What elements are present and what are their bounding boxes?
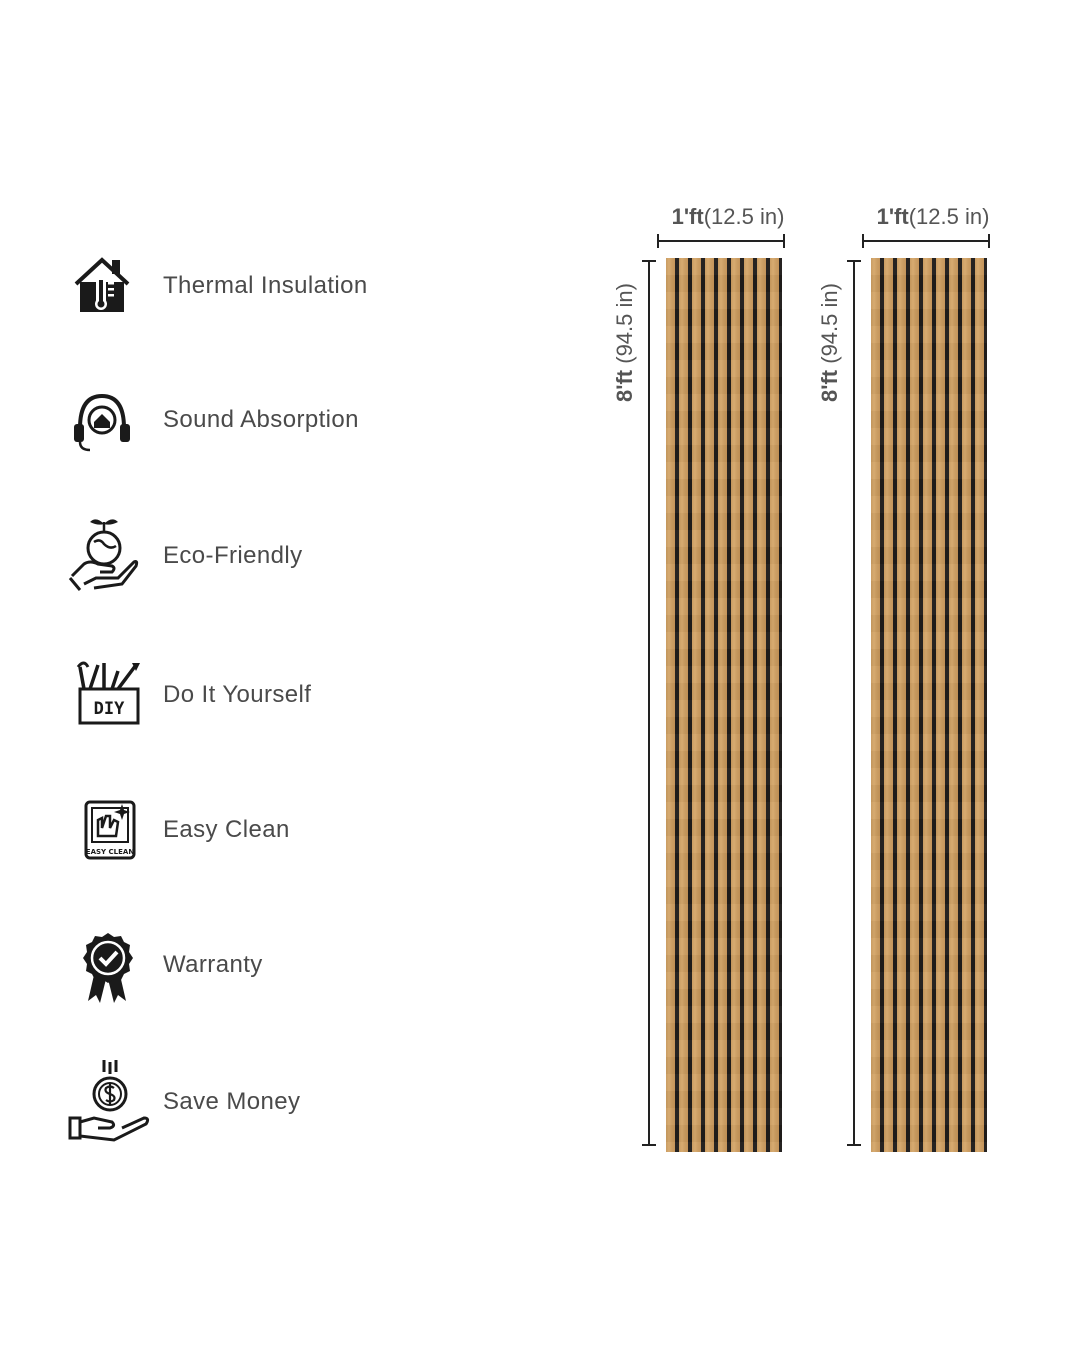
feature-label: Do It Yourself [163, 681, 312, 708]
feature-warranty [60, 915, 480, 1015]
panel-height-label: 8'ft (94.5 in) [817, 283, 842, 402]
earth-hand-icon [60, 506, 160, 606]
panel-height-label: 8'ft (94.5 in) [612, 283, 637, 402]
width-dimension-tick [988, 234, 990, 248]
feature-label: Easy Clean [163, 816, 290, 843]
width-dimension-tick [657, 234, 659, 248]
width-dimension-line [657, 240, 785, 242]
acoustic-slat-panel [871, 258, 987, 1152]
feature-save-money [60, 1052, 480, 1152]
warranty-badge-icon [60, 915, 160, 1015]
diy-toolbox-icon [60, 645, 160, 745]
thermal-house-icon [60, 236, 160, 336]
feature-easy-clean [60, 780, 480, 880]
width-dimension-tick [783, 234, 785, 248]
panel-1-diagram [612, 196, 836, 1156]
feature-label: Eco-Friendly [163, 542, 303, 569]
panel-width-label: 1'ft(12.5 in) [671, 204, 785, 229]
height-dimension-tick [847, 1144, 861, 1146]
height-dimension-tick [847, 260, 861, 262]
panel-width-label: 1'ft(12.5 in) [876, 204, 990, 229]
feature-label: Warranty [163, 951, 263, 978]
feature-eco-friendly [60, 506, 480, 606]
feature-thermal-insulation [60, 236, 480, 336]
height-dimension-line [648, 260, 650, 1146]
feature-label: Save Money [163, 1088, 301, 1115]
height-dimension-tick [642, 1144, 656, 1146]
feature-label: Sound Absorption [163, 406, 359, 433]
width-dimension-tick [862, 234, 864, 248]
diy-icon-text: DIY [93, 699, 125, 719]
easy-clean-icon-text: EASY CLEAN [85, 848, 135, 856]
height-dimension-line [853, 260, 855, 1146]
width-dimension-line [862, 240, 990, 242]
coin-hand-icon [60, 1052, 160, 1152]
acoustic-slat-panel [666, 258, 782, 1152]
panel-2-diagram [817, 196, 1041, 1156]
height-dimension-tick [642, 260, 656, 262]
feature-sound-absorption [60, 370, 480, 470]
easy-clean-icon [60, 780, 160, 880]
feature-do-it-yourself [60, 645, 480, 745]
feature-label: Thermal Insulation [163, 272, 368, 299]
headphones-house-icon [60, 370, 160, 470]
